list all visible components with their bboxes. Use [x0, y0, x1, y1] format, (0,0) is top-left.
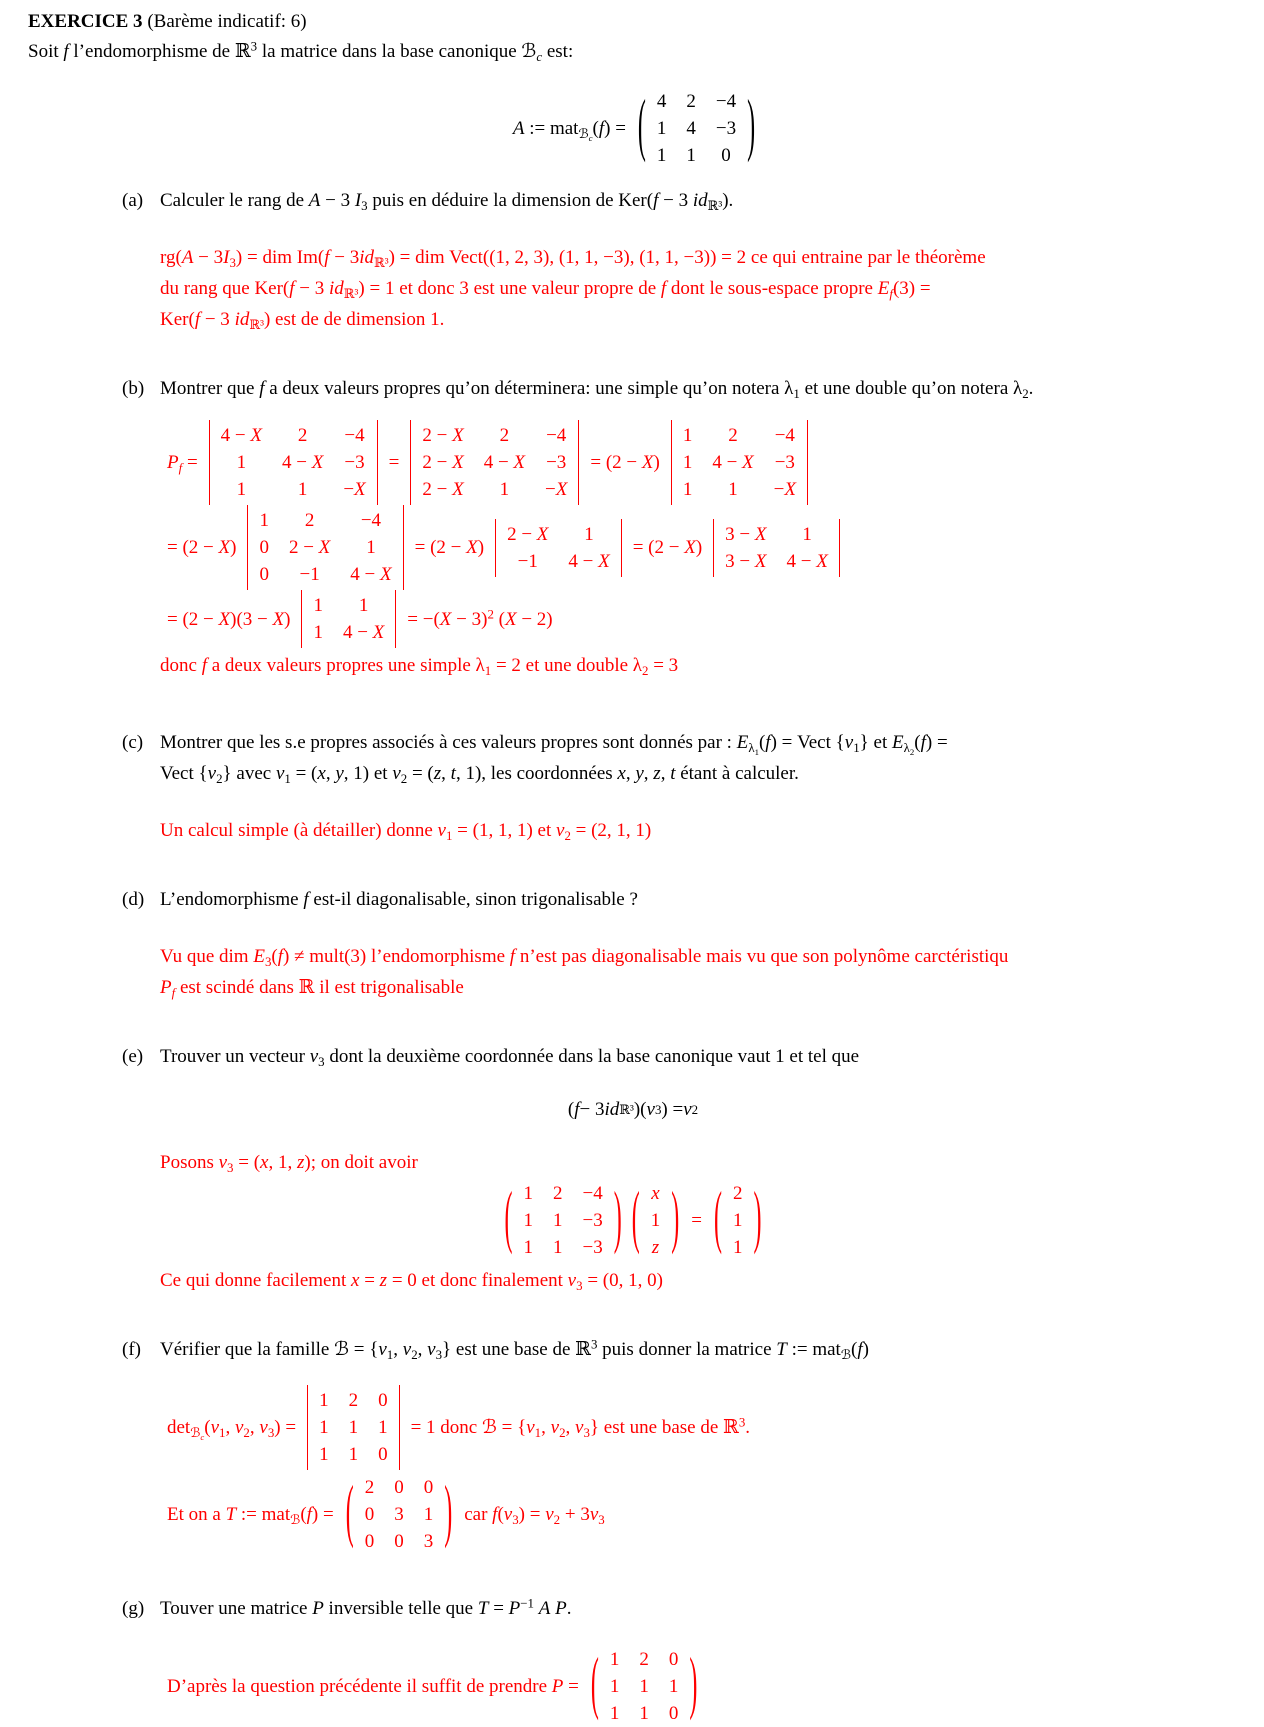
matrix-cell: −3: [582, 1237, 603, 1258]
item-d-answer: Vu que dim $E_3(f)$ ≠ mult(3) l’endomorphisme f n’est pas diagonalisable mais vu que son polynôme carctéristiqu $P_f$ est scindé dans ℝ il est trigonalisable: [160, 946, 1009, 1001]
item-c-question: Montrer que les s.e propres associés à ces valeurs propres sont donnés par : $E_{\lambda_1}(f)$ = Vect $\{v_1\}$ et $E_{\lambda_2}(f)$ = Vect $\{v_2\}$ avec $v_1 = (x$, y, 1) et $v_2 = (z$, t, 1), les coordonnées x, y, z, t étant à calculer.: [160, 732, 948, 787]
item-d: [122, 884, 1238, 915]
matrix-row: [412, 422, 577, 449]
matrix-row: [514, 1207, 613, 1234]
determinant-4: [247, 505, 403, 590]
determinant-1: [209, 420, 378, 505]
matrix-cell: −3: [582, 1210, 603, 1231]
item-d-question: L’endomorphisme f est-il diagonalisable, sinon trigonalisable ?: [160, 889, 638, 910]
matrix-row: [723, 1234, 753, 1261]
pf-derivation-line-1: [160, 420, 1238, 505]
matrix-cell: 1: [682, 425, 693, 446]
matrix-row: [303, 592, 394, 619]
matrix-row: [309, 1414, 398, 1441]
matrix-row: [355, 1501, 444, 1528]
matrix-row: [647, 115, 746, 142]
matrix-cell: 1: [584, 523, 594, 545]
determinant-3-cells: [673, 422, 806, 503]
item-e-question: Trouver un vecteur $v_3$ dont la deuxième coordonnée dans la base canonique vaut 1 et tel que: [160, 1046, 860, 1070]
matrix-cell: −3: [344, 452, 365, 473]
matrix-cell: x: [651, 1183, 660, 1204]
matrix-cell: −X: [545, 479, 568, 500]
paren-right-icon: ): [747, 89, 756, 165]
matrix-row: [211, 422, 376, 449]
determinant-1-cells: [211, 422, 376, 503]
matrix-cell: 1: [732, 1210, 743, 1231]
determinant-5-cells: [497, 521, 620, 575]
matrix-row: [249, 534, 401, 561]
matrix-a-lhs: A := mat$_{ℬ_c}$(f) =: [512, 118, 626, 143]
matrix-cell: 1: [650, 1210, 661, 1231]
matrix-row: [211, 449, 376, 476]
matrix-cell: 4: [686, 118, 696, 139]
matrix-cell: 1: [523, 1183, 534, 1204]
matrix-cell: 1: [682, 479, 693, 500]
matrix-cell: −4: [546, 425, 567, 446]
determinant-2: [410, 420, 579, 505]
factor-2-minus-x: = (2 − X): [632, 537, 703, 558]
matrix-cell: 2: [553, 1183, 563, 1204]
t-lhs: Et on a T := mat$_ℬ$(f) =: [167, 1504, 334, 1528]
matrix-cell: 2: [348, 1390, 359, 1411]
equals-sign: =: [691, 1210, 702, 1231]
matrix-cell: 0: [721, 145, 731, 166]
item-a-answer: $rg(A - 3I_3)$ = dim $Im(f - 3id_{ℝ^3})$ = dim Vect((1, 2, 3), (1, 1, −3), (1, 1, −3)) = 2 ce qui entraine par le théorème du rang que Ker(f − 3 $id_{ℝ^3}) = 1$ et donc 3 est une valeur propre de f dont le sous-espace propre $E_f(3)$ = Ker(f − 3 $id_{ℝ^3}$) est de de dimension 1.: [160, 247, 986, 333]
matrix-cell: 1: [259, 510, 269, 531]
matrix-row: [723, 1180, 753, 1207]
rhs-vector-cells: [723, 1180, 753, 1261]
pf-result: = $-(X - 3)^2$ (X − 2): [407, 606, 553, 630]
matrix-cell: 1: [668, 1676, 679, 1697]
matrix-row: [673, 476, 806, 503]
matrix-row: [641, 1180, 671, 1207]
matrix-cell: 0: [259, 537, 269, 558]
matrix-cell: 1: [313, 622, 323, 643]
unknown-vector-cells: [641, 1180, 671, 1261]
matrix-cell: 1: [639, 1676, 649, 1697]
item-b-label: (b): [122, 378, 145, 399]
matrix-cell: −X: [343, 479, 366, 500]
paren-right-icon: ): [671, 1181, 680, 1257]
intro-text: Soit f l’endomorphisme de ℝ$^3$ la matrice dans la base canonique ℬ$_c$ est:: [28, 38, 574, 65]
matrix-row: [514, 1180, 613, 1207]
matrix-cell: 2: [732, 1183, 743, 1204]
matrix-row: [412, 449, 577, 476]
matrix-cell: 1: [348, 1444, 359, 1465]
matrix-cell: 1: [682, 452, 693, 473]
matrix-cell: 0: [378, 1444, 388, 1465]
matrix-cell: 0: [668, 1703, 679, 1724]
matrix-row: [641, 1207, 671, 1234]
item-e: [122, 1041, 1238, 1072]
determinant-6: [713, 519, 840, 577]
matrix-row: [715, 548, 838, 575]
matrix-cell: −3: [774, 452, 795, 473]
determinant-3: [671, 420, 808, 505]
matrix-row: [647, 142, 746, 169]
item-e-answer-intro: Posons $v_3 = (x$, 1, z); on doit avoir: [160, 1152, 418, 1176]
matrix-cell: −3: [546, 452, 567, 473]
matrix-cell: 1: [523, 1237, 534, 1258]
matrix-cell: 1: [319, 1417, 329, 1438]
item-b-conclusion: donc f a deux valeurs propres une simple $\lambda_1 = 2$ et une double $\lambda_2 = 3$: [160, 655, 679, 679]
item-e-system: [28, 1180, 1238, 1261]
matrix-a: [637, 88, 756, 169]
paren-left-icon: (: [713, 1181, 722, 1257]
item-a-question: Calculer le rang de A − 3 $I_3$ puis en déduire la dimension de Ker(f − 3 $id_{ℝ^3}$).: [160, 190, 734, 214]
factor-product: = (2 − X)(3 − X): [167, 608, 291, 630]
determinant-4-cells: [249, 507, 401, 588]
unknown-vector: [631, 1180, 681, 1261]
matrix-cell: 1: [319, 1390, 329, 1411]
paren-left-icon: (: [637, 89, 646, 165]
matrix-cell: −4: [715, 91, 737, 112]
matrix-row: [303, 619, 394, 646]
pf-derivation-line-3: [160, 590, 1238, 648]
matrix-cell: −X: [773, 479, 796, 500]
matrix-cell: 1: [732, 1237, 743, 1258]
item-a: [122, 185, 1238, 216]
matrix-row: [600, 1646, 689, 1673]
matrix-row: [249, 507, 401, 534]
pf-derivation-line-2: [160, 505, 1238, 590]
matrix-row: [355, 1528, 444, 1555]
matrix-cell: 3: [394, 1504, 404, 1525]
item-d-label: (d): [122, 889, 145, 910]
matrix-cell: 2: [297, 425, 308, 446]
matrix-cell: 1: [553, 1237, 563, 1258]
item-g-label: (g): [122, 1598, 145, 1619]
item-c-label: (c): [122, 732, 144, 753]
item-g: [122, 1593, 1238, 1624]
matrix-cell: 2: [728, 425, 738, 446]
matrix-cell: 1: [236, 452, 247, 473]
matrix-a-equation: [28, 88, 1238, 169]
matrix-row: [600, 1700, 689, 1727]
matrix-row: [412, 476, 577, 503]
matrix-cell: −4: [582, 1183, 603, 1204]
paren-right-icon: ): [753, 1181, 762, 1257]
t-justification: car $f(v_3) = v_2 + 3v_3$: [464, 1504, 605, 1528]
matrix-cell: 0: [364, 1531, 375, 1552]
matrix-cell: 1: [348, 1417, 359, 1438]
matrix-cell: 4: [656, 91, 667, 112]
matrix-cell: 1: [639, 1703, 649, 1724]
determinant-5: [495, 519, 622, 577]
exercise-title: EXERCICE 3: [28, 11, 143, 32]
determinant-7: [301, 590, 396, 648]
matrix-cell: 1: [358, 595, 369, 616]
factor-2-minus-x: = (2 − X): [167, 537, 237, 558]
matrix-cell: 1: [656, 118, 667, 139]
rhs-vector: [713, 1180, 763, 1261]
matrix-cell: −3: [715, 118, 737, 139]
item-f-det-line: [160, 1385, 1238, 1470]
matrix-cell: 1: [728, 479, 738, 500]
paren-left-icon: (: [504, 1181, 513, 1257]
factor-2-minus-x: = (2 − X): [590, 452, 660, 473]
matrix-t-cells: [355, 1474, 444, 1555]
matrix-cell: 0: [364, 1504, 375, 1525]
matrix-cell: 0: [394, 1477, 404, 1498]
matrix-row: [309, 1387, 398, 1414]
matrix-cell: 2: [499, 425, 510, 446]
det-result: = 1 donc ℬ = {$v_1$, $v_2$, $v_3$} est une base de ℝ$^3$.: [410, 1414, 751, 1441]
matrix-row: [673, 449, 806, 476]
matrix-cell: 2 − X: [288, 537, 331, 558]
matrix-cell: −4: [774, 425, 795, 446]
matrix-cell: −4: [344, 425, 365, 446]
item-b-question: Montrer que f a deux valeurs propres qu’on déterminera: une simple qu’on notera $\lambda_1$ et une double qu’on notera $\lambda_2$.: [160, 378, 1034, 402]
matrix-row: [723, 1207, 753, 1234]
paren-left-icon: (: [345, 1475, 354, 1551]
matrix-cell: −1: [299, 564, 320, 585]
matrix-cell: 1: [686, 145, 696, 166]
determinant-2-cells: [412, 422, 577, 503]
matrix-row: [249, 561, 401, 588]
matrix-cell: 4 − X: [712, 452, 754, 473]
matrix-cell: 3: [423, 1531, 434, 1552]
item-b: [122, 373, 1238, 404]
matrix-cell: 1: [366, 537, 376, 558]
equals-sign: =: [388, 452, 400, 473]
item-f-t-line: [160, 1474, 1238, 1555]
matrix-cell: 4 − X: [350, 564, 392, 585]
paren-right-icon: ): [444, 1475, 453, 1551]
matrix-cell: 3 − X: [725, 550, 767, 572]
matrix-cell: 1: [297, 479, 308, 500]
matrix-cell: 1: [523, 1210, 534, 1231]
matrix-cell: 2 − X: [507, 523, 549, 545]
item-g-question: Touver une matrice P inversible telle que $T = P^{-1}$ A P.: [160, 1595, 572, 1619]
matrix-cell: 4 − X: [483, 452, 526, 473]
item-f-label: (f): [122, 1339, 141, 1360]
matrix-row: [211, 476, 376, 503]
matrix-cell: 1: [802, 523, 812, 545]
matrix-cell: 2 − X: [422, 452, 464, 473]
matrix-cell: 1: [553, 1210, 563, 1231]
matrix-cell: 1: [423, 1504, 434, 1525]
matrix-cell: 1: [609, 1676, 620, 1697]
matrix-cell: 4 − X: [786, 550, 828, 572]
matrix-row: [715, 521, 838, 548]
factor-2-minus-x: = (2 − X): [414, 537, 485, 558]
matrix-cell: 1: [656, 145, 667, 166]
matrix-cell: −1: [517, 550, 538, 572]
matrix-cell: 4 − X: [568, 550, 610, 572]
matrix-cell: 1: [313, 595, 323, 616]
matrix-row: [641, 1234, 671, 1261]
matrix-row: [647, 88, 746, 115]
determinant-basis-cells: [309, 1387, 398, 1468]
matrix-cell: 4 − X: [342, 622, 385, 643]
system-matrix: [504, 1180, 623, 1261]
p-lhs: D’après la question précédente il suffit de prendre P =: [167, 1676, 579, 1697]
matrix-cell: 2: [304, 510, 315, 531]
matrix-cell: z: [651, 1237, 660, 1258]
matrix-row: [514, 1234, 613, 1261]
item-c-answer: Un calcul simple (à détailler) donne $v_1 = (1$, 1, 1) et $v_2 = (2$, 1, 1): [160, 820, 652, 844]
determinant-basis: [307, 1385, 400, 1470]
exercise-subtitle: (Barème indicatif: 6): [142, 11, 307, 32]
matrix-cell: 3 − X: [725, 523, 767, 545]
matrix-cell: −4: [360, 510, 382, 531]
item-g-answer: [160, 1646, 1238, 1727]
matrix-cell: 4 − X: [282, 452, 324, 473]
matrix-cell: 2: [639, 1649, 649, 1670]
paren-left-icon: (: [590, 1647, 599, 1723]
matrix-cell: 1: [609, 1703, 620, 1724]
paren-right-icon: ): [689, 1647, 698, 1723]
matrix-row: [673, 422, 806, 449]
item-e-label: (e): [122, 1046, 144, 1067]
item-a-label: (a): [122, 190, 144, 211]
matrix-cell: 1: [236, 479, 247, 500]
matrix-cell: 1: [609, 1649, 620, 1670]
matrix-p-cells: [600, 1646, 689, 1727]
paren-left-icon: (: [631, 1181, 640, 1257]
pf-lhs: $P_f$ =: [167, 452, 198, 476]
matrix-cell: 1: [319, 1444, 329, 1465]
determinant-7-cells: [303, 592, 394, 646]
matrix-cell: 0: [394, 1531, 404, 1552]
matrix-cell: 2 − X: [422, 425, 464, 446]
matrix-a-cells: [647, 88, 746, 169]
matrix-cell: 2: [364, 1477, 375, 1498]
item-f-question: Vérifier que la famille ℬ = {$v_1$, $v_2$, $v_3$} est une base de ℝ$^3$ puis donner la matrice T := mat$_ℬ$(f): [160, 1336, 869, 1363]
item-e-equation: ( f − 3 id ℝ³ )( v 3 ) = v 2: [567, 1099, 699, 1120]
matrix-cell: 1: [378, 1417, 388, 1438]
item-c: [122, 727, 1238, 789]
matrix-cell: 0: [423, 1477, 434, 1498]
matrix-cell: 0: [668, 1649, 679, 1670]
exercise-header: [28, 8, 1238, 36]
matrix-p: [590, 1646, 699, 1727]
matrix-row: [497, 521, 620, 548]
item-e-answer-conclusion: Ce qui donne facilement x = z = 0 et donc finalement $v_3 = (0$, 1, 0): [160, 1270, 663, 1294]
matrix-cell: 2 − X: [422, 479, 464, 500]
matrix-cell: 2: [686, 91, 696, 112]
matrix-cell: 1: [499, 479, 510, 500]
matrix-t: [345, 1474, 454, 1555]
paren-right-icon: ): [613, 1181, 622, 1257]
matrix-cell: 0: [378, 1390, 388, 1411]
det-lhs: $\det_{ℬ_c}(v_1$, $v_2$, $v_3$) =: [167, 1417, 297, 1442]
item-f: [122, 1334, 1238, 1365]
system-matrix-cells: [514, 1180, 613, 1261]
matrix-cell: 4 − X: [220, 425, 262, 446]
matrix-cell: 0: [259, 564, 269, 585]
matrix-row: [309, 1441, 398, 1468]
determinant-6-cells: [715, 521, 838, 575]
matrix-row: [355, 1474, 444, 1501]
matrix-row: [497, 548, 620, 575]
matrix-row: [600, 1673, 689, 1700]
